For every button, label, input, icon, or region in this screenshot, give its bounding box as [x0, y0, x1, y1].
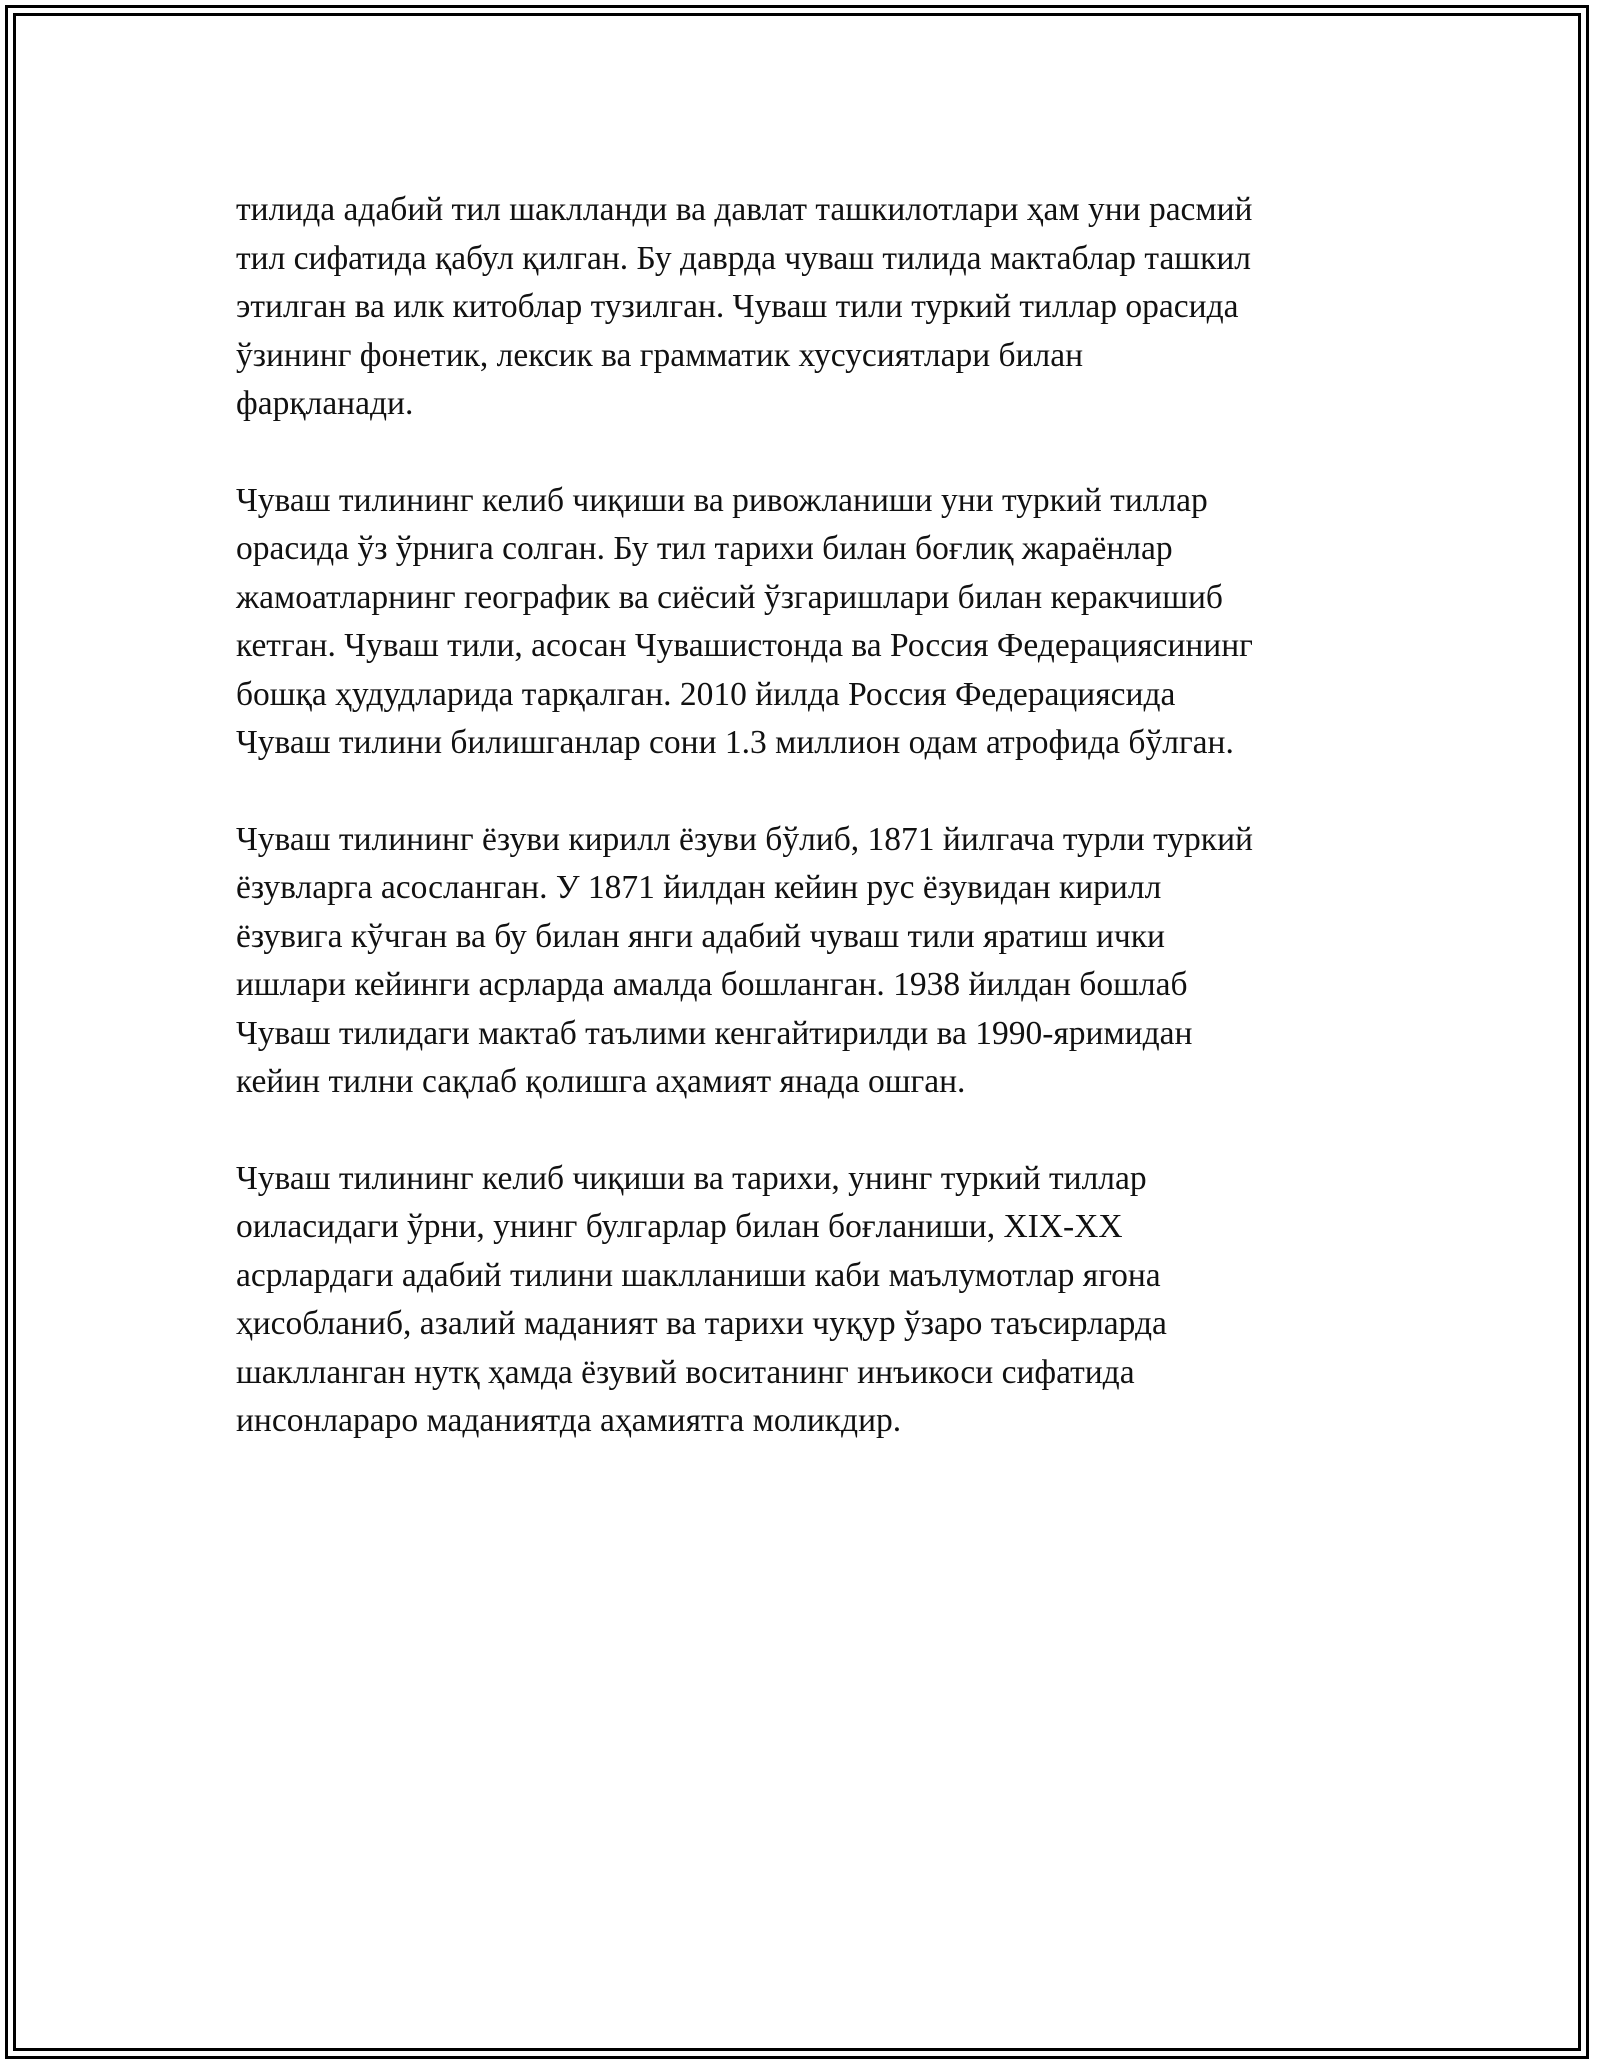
text-line: фарқланади.	[236, 385, 414, 422]
text-line: орасида ўз ўрнига солган. Бу тил тарихи билан боғлиқ жараёнлар	[236, 530, 1173, 567]
text-line: ёзувига кўчган ва бу билан янги адабий чуваш тили яратиш ички	[236, 917, 1165, 955]
text-line: ўзининг фонетик, лексик ва грамматик хусусиятлари билан	[236, 336, 1084, 374]
paragraph-1	[236, 186, 1386, 429]
paragraph-4	[236, 1155, 1386, 1446]
text-line: кейин тилни сақлаб қолишга аҳамият янада ошган.	[236, 1063, 966, 1100]
text-line: Чуваш тилининг келиб чиқиши ва тарихи, унинг туркий тиллар	[236, 1159, 1147, 1197]
text-line: Чуваш тилидаги мактаб таълими кенгайтирилди ва 1990-яримидан	[236, 1014, 1193, 1052]
text-line: жамоатларнинг географик ва сиёсий ўзгаришлари билан керакчишиб	[236, 578, 1223, 616]
text-line: асрлардаги адабий тилини шаклланиши каби маълумотлар ягона	[236, 1256, 1161, 1294]
text-line: кетган. Чуваш тили, асосан Чувашистонда ва Россия Федерациясининг	[236, 627, 1253, 664]
paragraph-3	[236, 816, 1386, 1107]
text-line: оиласидаги ўрни, унинг булгарлар билан боғланиши, XIX-XX	[236, 1208, 1123, 1245]
text-line: Чуваш тилини билишганлар сони 1.3 миллион одам атрофида бўлган.	[236, 724, 1234, 761]
document-body	[236, 186, 1386, 1494]
text-line: тил сифатида қабул қилган. Бу даврда чуваш тилида мактаблар ташкил	[236, 239, 1252, 277]
text-line: ҳисобланиб, азалий маданият ва тарихи чуқур ўзаро таъсирларда	[236, 1305, 1167, 1342]
text-line: Чуваш тилининг келиб чиқиши ва ривожланиши уни туркий тиллар	[236, 481, 1208, 519]
text-line: ёзувларга асосланган. У 1871 йилдан кейин рус ёзувидан кирилл	[236, 869, 1162, 906]
text-line: Чуваш тилининг ёзуви кирилл ёзуви бўлиб, 1871 йилгача турли туркий	[236, 820, 1253, 858]
text-line: шаклланган нутқ ҳамда ёзувий воситанинг инъикоси сифатида	[236, 1353, 1135, 1391]
text-line: тилида адабий тил шаклланди ва давлат ташкилотлари ҳам уни расмий	[236, 191, 1253, 228]
text-line: бошқа ҳудудларида тарқалган. 2010 йилда Россия Федерациясида	[236, 675, 1176, 713]
text-line: этилган ва илк китоблар тузилган. Чуваш тили туркий тиллар орасида	[236, 288, 1239, 325]
text-line: инсонлараро маданиятда аҳамиятга моликдир.	[236, 1402, 902, 1439]
paragraph-2	[236, 477, 1386, 768]
text-line: ишлари кейинги асрларда амалда бошланган. 1938 йилдан бошлаб	[236, 966, 1188, 1003]
